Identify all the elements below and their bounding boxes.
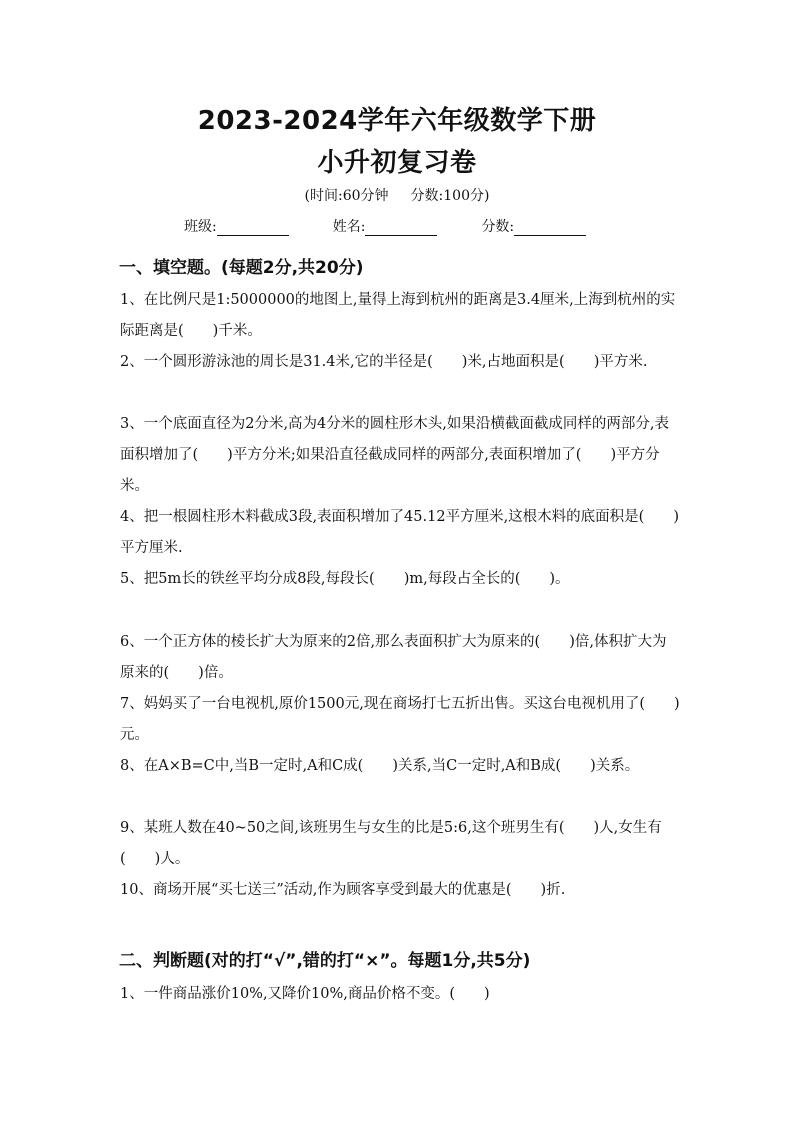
- question-7: 7、妈妈买了一台电视机,原价1500元,现在商场打七五折出售。买这台电视机用了( )元。: [120, 696, 680, 743]
- class-blank: [217, 221, 289, 236]
- question-8: 8、在A×B=C中,当B一定时,A和C成( )关系,当C一定时,A和B成( )关系。: [120, 758, 640, 774]
- score-field: 分数:: [481, 216, 586, 236]
- question-1: 1、在比例尺是1:5000000的地图上,量得上海到杭州的距离是3.4厘米,上海到杭州的实际距离是( )千米。: [120, 292, 676, 339]
- question-6: 6、一个正方体的棱长扩大为原来的2倍,那么表面积扩大为原来的( )倍,体积扩大为原来的( )倍。: [120, 634, 667, 681]
- question-10: 10、商场开展“买七送三”活动,作为顾客享受到最大的优惠是( )折.: [120, 882, 566, 898]
- exam-info: [0, 185, 794, 205]
- question-5: 5、把5m长的铁丝平均分成8段,每段长( )m,每段占全长的( )。: [120, 571, 570, 587]
- class-field: 班级:: [184, 216, 289, 236]
- time-info: (时间:60分钟: [304, 188, 389, 204]
- question-3: 3、一个底面直径为2分米,高为4分米的圆柱形木头,如果沿横截面截成同样的两部分,表面积增加了( )平方分米;如果沿直径截成同样的两部分,表面积增加了( )平方分米。: [120, 416, 670, 494]
- question-9: 9、某班人数在40~50之间,该班男生与女生的比是5:6,这个班男生有( )人,女生有( )人。: [120, 820, 662, 867]
- name-field: 姓名:: [333, 216, 438, 236]
- section-fill-blank-heading: 一、填空题。(每题2分,共20分): [119, 258, 364, 278]
- question-4: 4、把一根圆柱形木料截成3段,表面积增加了45.12平方厘米,这根木料的底面积是( )平方厘米.: [120, 509, 679, 556]
- exam-subtitle: 小升初复习卷: [317, 148, 477, 178]
- tf-question-1: 1、一件商品涨价10%,又降价10%,商品价格不变。( ): [120, 986, 490, 1002]
- section-true-false-heading: 二、判断题(对的打“√”,错的打“×”。每题1分,共5分): [119, 951, 531, 971]
- question-2: 2、一个圆形游泳池的周长是31.4米,它的半径是( )米,占地面积是( )平方米.: [120, 354, 648, 370]
- score-blank: [514, 221, 586, 236]
- name-blank: [365, 221, 437, 236]
- exam-title: 2023-2024学年六年级数学下册: [197, 106, 597, 136]
- score-info: 分数:100分): [410, 188, 490, 204]
- student-fields: [184, 216, 586, 236]
